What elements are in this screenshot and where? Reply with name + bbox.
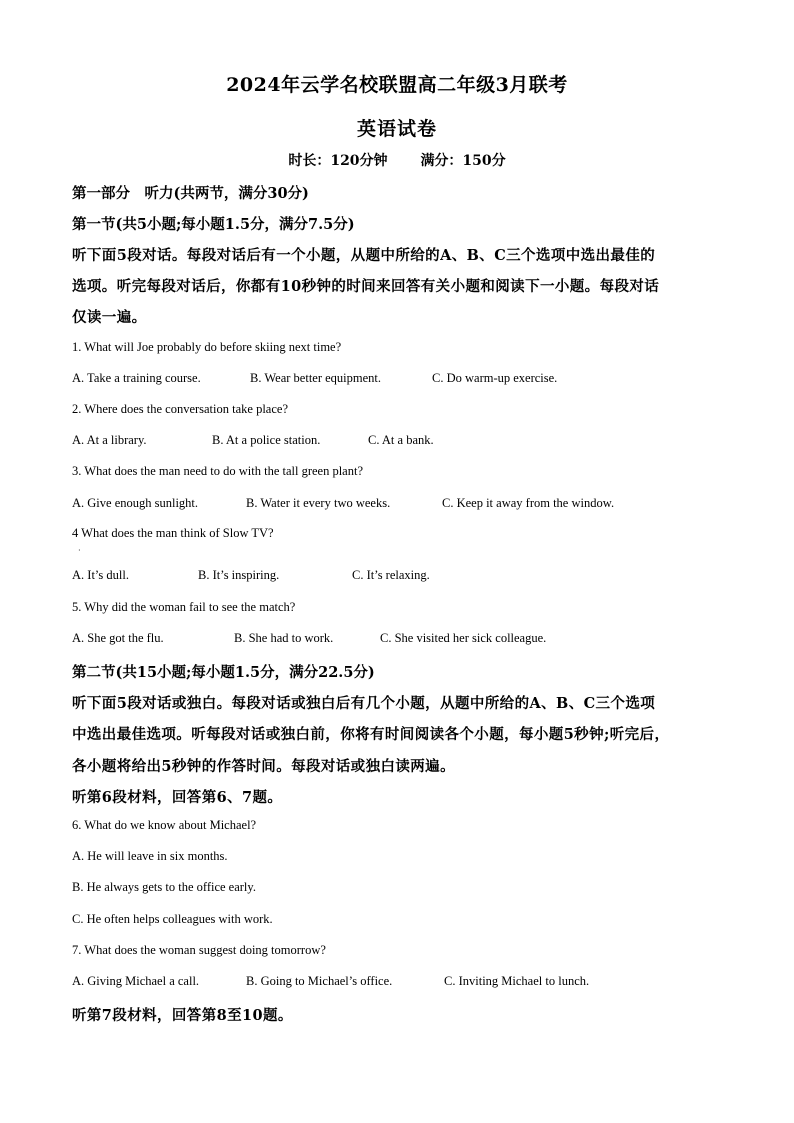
option-c: C. She visited her sick colleague. [380,631,547,645]
question-stem: 6. What do we know about Michael? [72,818,257,832]
option-b: B. At a police station. [212,433,321,447]
exam-subject: 英语试卷 [356,118,437,140]
option-b: B. He always gets to the office early. [72,880,256,894]
question-stem: 5. Why did the woman fail to see the match? [72,600,296,614]
option-a: A. Give enough sunlight. [72,496,199,510]
option-a: A. Take a training course. [72,371,201,385]
option-c: C. Keep it away from the window. [442,496,615,510]
question-stem: 1. What will Joe probably do before skiing next time? [72,340,342,354]
section2-instruction-line: 听下面5段对话或独白。每段对话或独白后有几个小题，从题中所给的A、B、C三个选项 [72,695,656,712]
stray-dot: · [78,546,81,555]
option-a: A. It’s dull. [72,568,129,582]
exam-score: 满分：150分 [420,153,506,169]
option-b: B. Water it every two weeks. [246,496,391,510]
option-c: C. It’s relaxing. [352,568,430,582]
option-c: C. At a bank. [368,433,434,447]
exam-title: 2024年云学名校联盟高二年级3月联考 [226,74,568,96]
option-c: C. He often helps colleagues with work. [72,912,273,926]
exam-meta [0,150,794,170]
exam-duration: 时长：120分钟 [288,153,388,169]
option-b: B. She had to work. [234,631,334,645]
question-stem: 2. Where does the conversation take place? [72,402,288,416]
material-7-heading: 听第7段材料，回答第8至10题。 [72,1007,293,1024]
section2-instruction-line: 各小题将给出5秒钟的作答时间。每段对话或独白读两遍。 [72,758,455,775]
part1-heading: 第一部分 听力(共两节，满分30分) [72,185,309,202]
section1-instruction-line: 听下面5段对话。每段对话后有一个小题，从题中所给的A、B、C三个选项中选出最佳的 [72,247,656,264]
question-stem: 3. What does the man need to do with the tall green plant? [72,464,364,478]
option-c: C. Do warm-up exercise. [432,371,558,385]
option-a: A. She got the flu. [72,631,164,645]
section1-instruction-line: 选项。听完每段对话后，你都有10秒钟的时间来回答有关小题和阅读下一小题。每段对话 [72,278,660,295]
option-b: B. It’s inspiring. [198,568,280,582]
section2-instruction-line: 中选出最佳选项。听每段对话或独白前，你将有时间阅读各个小题，每小题5秒钟;听完后， [72,726,670,743]
option-c: C. Inviting Michael to lunch. [444,974,590,988]
question-stem: 4 What does the man think of Slow TV? [72,526,274,540]
option-a: A. He will leave in six months. [72,849,228,863]
question-stem: 7. What does the woman suggest doing tomorrow? [72,943,326,957]
section1-instruction-line: 仅读一遍。 [72,309,147,326]
option-b: B. Going to Michael’s office. [246,974,393,988]
option-b: B. Wear better equipment. [250,371,382,385]
option-a: A. Giving Michael a call. [72,974,200,988]
option-a: A. At a library. [72,433,147,447]
section1-heading: 第一节(共5小题;每小题1.5分，满分7.5分) [72,216,355,233]
section2-heading: 第二节(共15小题;每小题1.5分，满分22.5分) [72,664,375,681]
material-6-heading: 听第6段材料，回答第6、7题。 [72,789,283,806]
